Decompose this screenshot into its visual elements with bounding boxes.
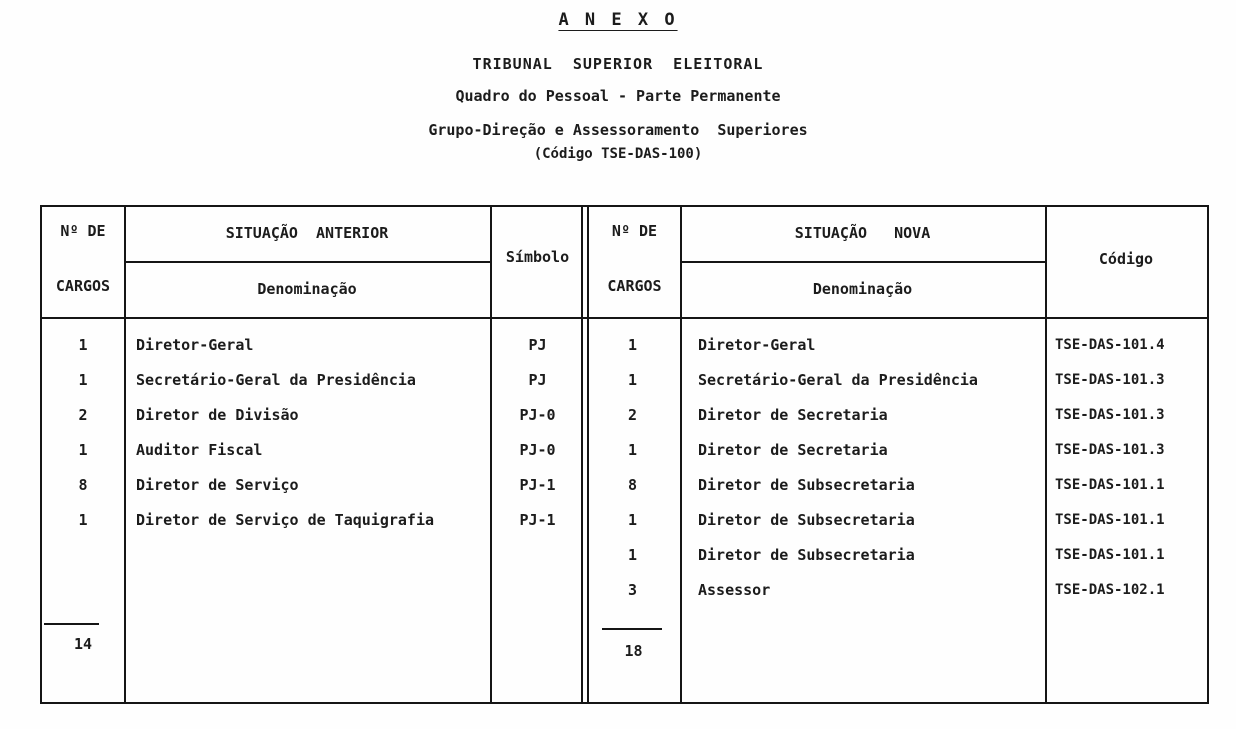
cell-denominacao-anterior: Secretário-Geral da Presidência — [136, 370, 416, 389]
cell-simbolo: PJ-1 — [519, 510, 556, 529]
header-cargos-nova-line1: Nº DE — [611, 222, 658, 240]
organization-title: TRIBUNAL SUPERIOR ELEITORAL — [472, 55, 764, 73]
header-situacao-nova: SITUAÇÃO NOVA — [794, 224, 931, 242]
cell-simbolo: PJ-1 — [519, 475, 556, 494]
cell-denominacao-nova: Diretor de Subsecretaria — [698, 510, 915, 529]
cell-simbolo: PJ-0 — [519, 440, 556, 459]
table-row — [42, 327, 1207, 362]
header-denominacao-nova: Denominação — [812, 280, 913, 298]
table-row — [42, 467, 1207, 502]
total-nova: 18 — [624, 642, 643, 660]
cell-cargos-nova: 1 — [627, 335, 638, 354]
cell-denominacao-anterior: Diretor de Serviço — [136, 475, 299, 494]
cell-denominacao-nova: Diretor de Subsecretaria — [698, 545, 915, 564]
cell-denominacao-nova: Diretor de Secretaria — [698, 405, 888, 424]
table-row — [42, 572, 1207, 607]
situacao-anterior-underline — [124, 261, 490, 263]
table-row — [42, 397, 1207, 432]
cell-simbolo: PJ — [528, 335, 547, 354]
table-row — [42, 502, 1207, 537]
cell-simbolo: PJ-0 — [519, 405, 556, 424]
cell-codigo: TSE-DAS-101.4 — [1055, 336, 1165, 353]
cell-codigo: TSE-DAS-101.3 — [1055, 441, 1165, 458]
cell-cargos-nova: 2 — [627, 405, 638, 424]
situacao-nova-underline — [680, 261, 1045, 263]
cell-denominacao-anterior: Auditor Fiscal — [136, 440, 263, 459]
subtitle-codigo: (Código TSE-DAS-100) — [533, 146, 703, 162]
header-denominacao-anterior: Denominação — [257, 280, 357, 298]
cell-codigo: TSE-DAS-101.1 — [1055, 511, 1165, 528]
table-body — [42, 319, 1207, 607]
cell-denominacao-nova: Assessor — [698, 580, 771, 599]
table-row — [42, 432, 1207, 467]
total-anterior: 14 — [73, 635, 93, 653]
subtitle-quadro: Quadro do Pessoal - Parte Permanente — [455, 87, 781, 105]
cell-codigo: TSE-DAS-101.1 — [1055, 546, 1165, 563]
staff-table — [40, 205, 1209, 704]
header-codigo: Código — [1098, 250, 1154, 268]
table-row — [42, 537, 1207, 572]
cell-simbolo: PJ — [528, 370, 547, 389]
cell-cargos-anterior: 1 — [78, 510, 88, 529]
cell-cargos-nova: 1 — [627, 545, 638, 564]
table-row — [42, 362, 1207, 397]
cell-denominacao-nova: Diretor de Secretaria — [698, 440, 888, 459]
header-cargos-anterior-line1: Nº DE — [60, 222, 106, 240]
cell-denominacao-anterior: Diretor de Serviço de Taquigrafia — [136, 510, 435, 529]
cell-denominacao-nova: Secretário-Geral da Presidência — [698, 370, 978, 389]
subtitle-grupo: Grupo-Direção e Assessoramento Superiores — [428, 121, 808, 139]
cell-cargos-anterior: 8 — [78, 475, 88, 494]
cell-codigo: TSE-DAS-101.1 — [1055, 476, 1165, 493]
cell-codigo: TSE-DAS-102.1 — [1055, 581, 1165, 598]
cell-denominacao-anterior: Diretor-Geral — [136, 335, 254, 354]
total-anterior-overline — [44, 623, 99, 625]
cell-cargos-anterior: 2 — [78, 405, 88, 424]
cell-cargos-nova: 3 — [627, 580, 638, 599]
cell-cargos-nova: 8 — [627, 475, 638, 494]
annex-title: A N E X O — [558, 10, 678, 30]
cell-codigo: TSE-DAS-101.3 — [1055, 371, 1165, 388]
cell-denominacao-nova: Diretor-Geral — [698, 335, 816, 354]
cell-cargos-anterior: 1 — [78, 370, 88, 389]
header-cargos-anterior-line2: CARGOS — [55, 277, 111, 295]
cell-denominacao-nova: Diretor de Subsecretaria — [698, 475, 915, 494]
cell-cargos-anterior: 1 — [78, 440, 88, 459]
header-situacao-anterior: SITUAÇÃO ANTERIOR — [225, 224, 389, 242]
total-nova-overline — [602, 628, 662, 630]
header-simbolo: Símbolo — [505, 248, 570, 266]
cell-denominacao-anterior: Diretor de Divisão — [136, 405, 299, 424]
cell-cargos-nova: 1 — [627, 440, 638, 459]
header-cargos-nova-line2: CARGOS — [607, 277, 662, 295]
cell-cargos-nova: 1 — [627, 370, 638, 389]
cell-cargos-nova: 1 — [627, 510, 638, 529]
cell-codigo: TSE-DAS-101.3 — [1055, 406, 1165, 423]
cell-cargos-anterior: 1 — [78, 335, 88, 354]
